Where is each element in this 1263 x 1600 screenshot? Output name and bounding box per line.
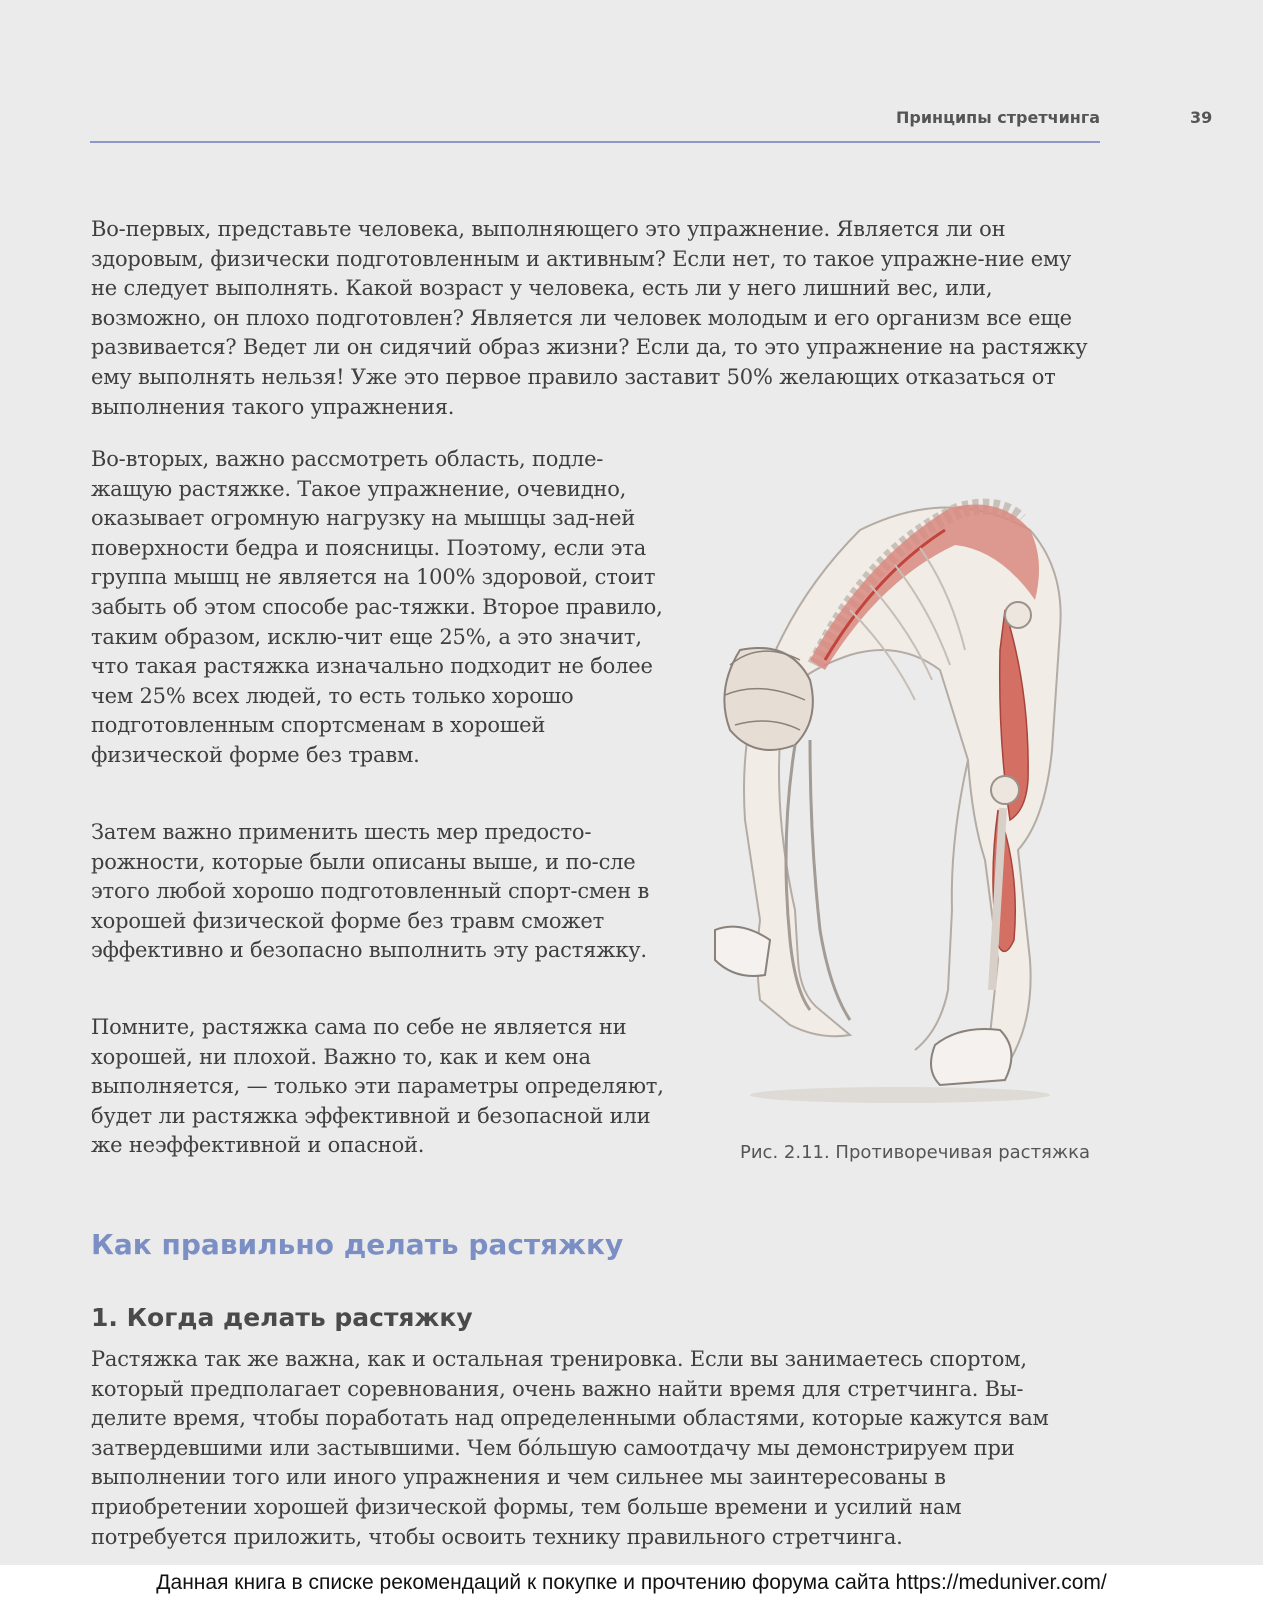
paragraph-4: Помните, растяжка сама по себе не является ни хорошей, ни плохой. Важно то, как и кем она выполняется, — только эти параметры определяют, будет ли растяжка эффективной и безопасной или же неэффективной и опасной. xyxy=(91,1015,664,1158)
subsection-heading: 1. Когда делать растяжку xyxy=(91,1303,473,1332)
section-body: Растяжка так же важна, как и остальная тренировка. Если вы занимаетесь спортом, который предполагает соревнования, очень важно найти время для стретчинга. Вы-делите время, чтобы поработать над определенными областями, которые кажутся вам затвердевшими или застывшими. Чем бо́льшую самоотдачу мы демонстрируем при выполнении того или иного упражнения и чем сильнее мы заинтересованы в приобретении хорошей физической формы, тем больше времени и усилий нам потребуется приложить, чтобы освоить технику правильного стретчинга. xyxy=(91,1347,1049,1549)
figure-caption: Рис. 2.11. Противоречивая растяжка xyxy=(740,1142,1090,1163)
page-number: 39 xyxy=(1190,108,1213,127)
paragraph-3: Затем важно применить шесть мер предосто-рожности, которые были описаны выше, и по-сле этого любой хорошо подготовленный спорт-смен в хорошей физической форме без травм сможет эффективно и безопасно выполнить эту растяжку. xyxy=(91,820,650,963)
paragraph-2: Во-вторых, важно рассмотреть область, подле-жащую растяжке. Такое упражнение, очевидно, оказывает огромную нагрузку на мышцы зад-ней поверхности бедра и поясницы. Поэтому, если эта группа мышц не является на 100% здоровой, стоит забыть об этом способе рас-тяжки. Второе правило, таким образом, исклю-чит еще 25%, а это значит, что такая растяжка изначально подходит не более чем 25% всех людей, то есть только хорошо подготовленным спортсменам в хорошей физической форме без травм. xyxy=(91,447,663,767)
section-heading: Как правильно делать растяжку xyxy=(91,1228,624,1261)
stretch-illustration xyxy=(700,490,1100,1120)
header-rule xyxy=(90,141,1100,143)
footer-banner: Данная книга в списке рекомендаций к покупке и прочтению форума сайта https://meduniver.com/ xyxy=(0,1565,1263,1600)
running-title: Принципы стретчинга xyxy=(895,108,1100,127)
paragraph-1: Во-первых, представьте человека, выполняющего это упражнение. Является ли он здоровым, физически подготовленным и активным? Если нет, то такое упражне-ние ему не следует выполнять. Какой возраст у человека, есть ли у него лишний вес, или, возможно, он плохо подготовлен? Является ли человек молодым и его организм все еще развивается? Ведет ли он сидячий образ жизни? Если да, то это упражнение на растяжку ему выполнять нельзя! Уже это первое правило заставит 50% желающих отказаться от выполнения такого упражнения. xyxy=(91,217,1088,419)
